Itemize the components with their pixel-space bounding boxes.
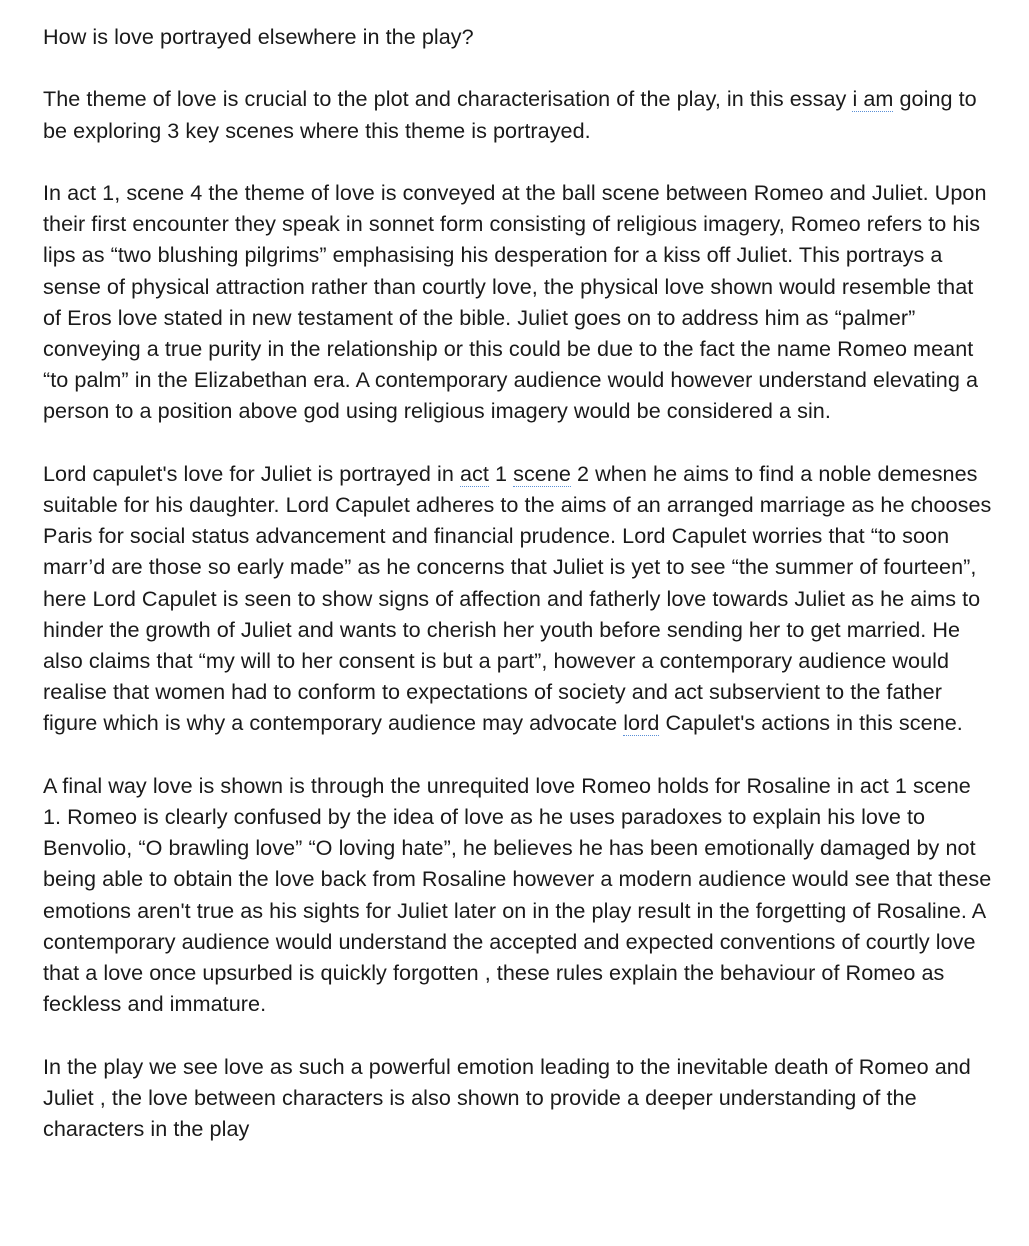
spellcheck-mark-i-am[interactable]: i am bbox=[852, 86, 894, 112]
spellcheck-mark-scene[interactable]: scene bbox=[513, 460, 571, 486]
capulet-text-d: Capulet's actions in this scene. bbox=[659, 710, 963, 736]
capulet-text-c: 2 when he aims to find a noble demesnes suitable for his daughter. Lord Capulet adheres to the aims of an arranged marriage as he chooses Paris for social status advancement and financial prudence. Lord Capulet worries that “to soon marr’d are those so early made” as he concerns that Juliet is yet to see “the summer of fourteen”, here Lord Capulet is seen to show signs of affection and fatherly love towards Juliet as he aims to hinder the growth of Juliet and wants to cherish her youth before sending her to get married. He also claims that “my will to her consent is but a part”, however a contemporary audience would realise that women had to conform to expectations of society and act subservient to the father figure which is why a contemporary audience may advocate bbox=[43, 460, 992, 736]
spellcheck-mark-act[interactable]: act bbox=[459, 460, 489, 486]
capulet-text-b: 1 bbox=[488, 460, 514, 486]
essay-document[interactable] bbox=[43, 21, 993, 1144]
intro-paragraph bbox=[43, 83, 993, 145]
body-paragraph-ball-scene: In act 1, scene 4 the theme of love is conveyed at the ball scene between Romeo and Juliet. Upon their first encounter they speak in sonnet form consisting of religious imagery, Romeo refers to his lips as “two blushing pilgrims” emphasising his desperation for a kiss off Juliet. This portrays a sense of physical attraction rather than courtly love, the physical love shown would resemble that of Eros love stated in new testament of the bible. Juliet goes on to address him as “palmer” conveying a true purity in the relationship or this could be due to the fact the name Romeo meant “to palm” in the Elizabethan era. A contemporary audience would however understand elevating a person to a position above god using religious imagery would be considered a sin. bbox=[43, 179, 987, 424]
conclusion-paragraph: In the play we see love as such a powerful emotion leading to the inevitable death of Romeo and Juliet , the love between characters is also shown to provide a deeper understanding of the characters in the play bbox=[43, 1053, 971, 1142]
intro-text-end: going to be exploring 3 key scenes where this theme is portrayed. bbox=[43, 86, 977, 143]
capulet-text-a: Lord capulet's love for Juliet is portrayed in bbox=[43, 460, 460, 486]
intro-text-start: The theme of love is crucial to the plot and characterisation of the play, in this essay bbox=[43, 86, 853, 112]
spellcheck-mark-lord[interactable]: lord bbox=[623, 710, 660, 736]
body-paragraph-rosaline: A final way love is shown is through the unrequited love Romeo holds for Rosaline in act 1 scene 1. Romeo is clearly confused by the idea of love as he uses paradoxes to explain his love to Benvolio, “O brawling love” “O loving hate”, he believes he has been emotionally damaged by not being able to obtain the love back from Rosaline however a modern audience would see that these emotions aren't true as his sights for Juliet later on in the play result in the forgetting of Rosaline. A contemporary audience would understand the accepted and expected conventions of courtly love that a love once upsurbed is quickly forgotten , these rules explain the behaviour of Romeo as feckless and immature. bbox=[43, 772, 992, 1017]
body-paragraph-lord-capulet bbox=[43, 458, 993, 739]
essay-question: How is love portrayed elsewhere in the play? bbox=[43, 24, 474, 49]
